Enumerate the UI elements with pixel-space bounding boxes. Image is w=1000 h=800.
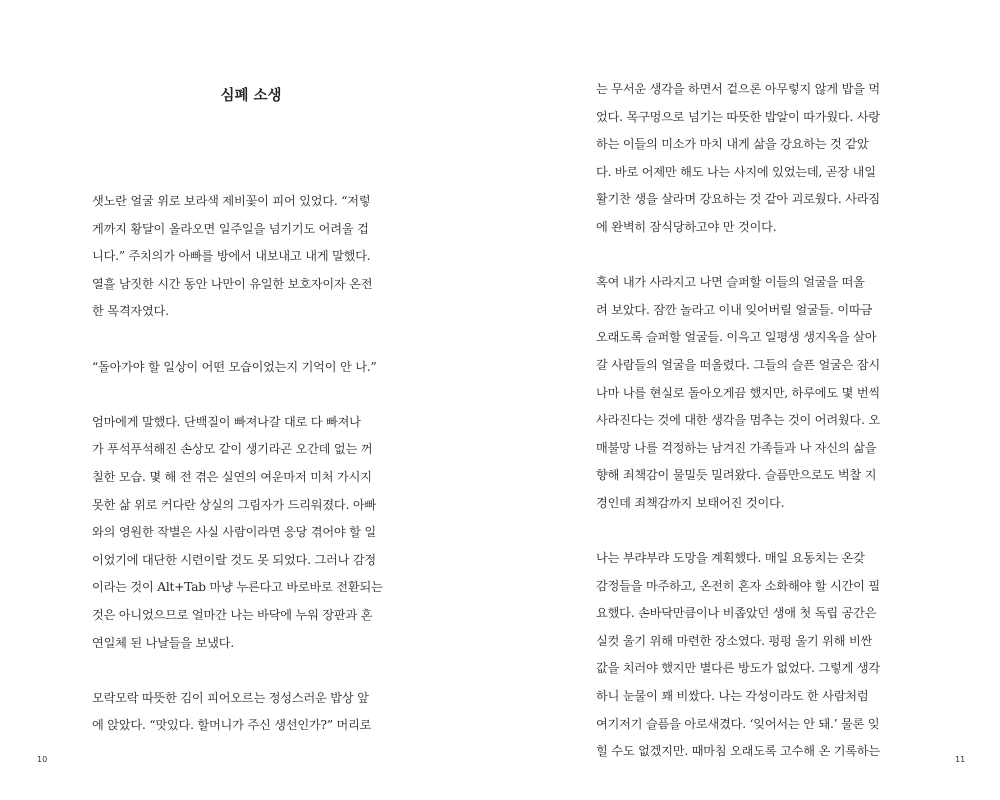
- text-line: 감정들을 마주하고, 온전히 혼자 소화해야 할 시간이 필: [596, 578, 881, 593]
- text-line: 가 푸석푸석해진 손상모 같이 생기라곤 오간데 없는 꺼: [92, 442, 373, 457]
- paragraph: [92, 409, 410, 657]
- paragraph-gap: [596, 518, 920, 546]
- text-line: 요했다. 손바닥만큼이나 비좁았던 생애 첫 독립 공간은: [596, 606, 877, 621]
- text-line: 사라진다는 것에 대한 생각을 멈추는 것이 어려웠다. 오: [596, 413, 881, 428]
- text-line: 연일체 된 나날들을 보냈다.: [92, 635, 235, 650]
- text-line: 것은 아니었으므로 얼마간 나는 바닥에 누워 장판과 혼: [92, 607, 373, 622]
- text-line: 못한 삶 위로 커다란 상실의 그림자가 드리워졌다. 아빠: [92, 497, 377, 512]
- paragraph: [92, 188, 410, 326]
- text-line: 여기저기 슬픔을 아로새겼다. ‘잊어서는 안 돼.’ 물론 잊: [596, 716, 880, 731]
- text-line: 칠한 모습. 몇 해 전 겪은 실연의 여운마저 미처 가시지: [92, 469, 372, 484]
- text-line: 한 목격자였다.: [92, 304, 169, 319]
- text-line: 향해 죄책감이 물밀듯 밀려왔다. 슬픔만으로도 벅찰 지: [596, 468, 877, 483]
- paragraph: [596, 545, 920, 766]
- paragraph: [92, 354, 410, 382]
- paragraph: [92, 685, 410, 740]
- text-line: 값을 치러야 했지만 별다른 방도가 없었다. 그렇게 생각: [596, 661, 881, 676]
- text-line: 엄마에게 말했다. 단백질이 빠져나갈 대로 다 빠져나: [92, 414, 361, 429]
- paragraph: [596, 269, 920, 517]
- text-line: 샛노란 얼굴 위로 보라색 제비꽃이 피어 있었다. “저렇: [92, 194, 371, 208]
- text-line: 경인데 죄책감까지 보태어진 것이다.: [596, 495, 785, 510]
- text-line: 려 보았다. 잠깐 놀라고 이내 잊어버릴 얼굴들. 이따금: [596, 302, 873, 317]
- right-page: [500, 0, 1000, 800]
- text-line: 모락모락 따뜻한 김이 피어오르는 정성스러운 밥상 앞: [92, 690, 369, 705]
- text-line: 혹여 내가 사라지고 나면 슬퍼할 이들의 얼굴을 떠올: [596, 275, 865, 290]
- text-line: 니다.” 주치의가 아빠를 방에서 내보내고 내게 말했다.: [92, 249, 371, 264]
- paragraph: [596, 76, 920, 242]
- text-line: 활기찬 생을 살라며 강요하는 것 같아 괴로웠다. 사라짐: [596, 192, 881, 207]
- text-line: 에 완벽히 잠식당하고야 만 것이다.: [596, 219, 777, 234]
- text-line: 이라는 것이 Alt+Tab 마냥 누른다고 바로바로 전환되는: [92, 580, 383, 595]
- text-line: “돌아가야 할 일상이 어떤 모습이었는지 기억이 안 나.”: [92, 359, 377, 374]
- text-line: 오래도록 슬퍼할 얼굴들. 이윽고 일평생 생지옥을 살아: [596, 330, 877, 345]
- text-line: 나마 나를 현실로 돌아오게끔 했지만, 하루에도 몇 번씩: [596, 385, 881, 400]
- text-line: 와의 영원한 작별은 사실 사람이라면 응당 겪어야 할 일: [92, 525, 377, 540]
- text-line: 힐 수도 없겠지만. 때마침 오래도록 고수해 온 기록하는: [596, 744, 881, 759]
- text-line: 하니 눈물이 꽤 비쌌다. 나는 각성이라도 한 사람처럼: [596, 689, 869, 704]
- text-line: 하는 이들의 미소가 마치 내게 삶을 강요하는 것 같았: [596, 137, 869, 152]
- page-number: 11: [955, 755, 966, 764]
- paragraph-gap: [596, 242, 920, 270]
- paragraph-gap: [92, 381, 410, 409]
- text-line: 실컷 울기 위해 마련한 장소였다. 펑펑 울기 위해 비싼: [596, 633, 873, 648]
- text-line: 는 무서운 생각을 하면서 겉으론 아무렇지 않게 밥을 먹: [596, 82, 881, 96]
- text-line: 에 앉았다. “맛있다. 할머니가 주신 생선인가?” 머리로: [92, 718, 372, 733]
- page-number: 10: [37, 755, 48, 764]
- chapter-title: 심폐 소생: [220, 88, 282, 104]
- text-line: 나는 부랴부랴 도망을 계획했다. 매일 요동치는 온갖: [596, 551, 865, 566]
- paragraph-gap: [92, 326, 410, 354]
- text-line: 열흘 남짓한 시간 동안 나만이 유일한 보호자이자 온전: [92, 276, 373, 291]
- text-line: 었다. 목구멍으로 넘기는 따뜻한 밥알이 따가웠다. 사랑: [596, 109, 881, 124]
- paragraph-gap: [92, 657, 410, 685]
- text-line: 갈 사람들의 얼굴을 떠올렸다. 그들의 슬픈 얼굴은 잠시: [596, 357, 881, 372]
- text-line: 이었기에 대단한 시련이랄 것도 못 되었다. 그러나 감정: [92, 552, 377, 567]
- left-body-text: [92, 188, 410, 740]
- text-line: 게까지 황달이 올라오면 일주일을 넘기기도 어려울 겁: [92, 221, 369, 236]
- text-line: 매불망 나를 걱정하는 남겨진 가족들과 나 자신의 삶을: [596, 440, 877, 455]
- right-body-text: [596, 76, 920, 766]
- text-line: 다. 바로 어제만 해도 나는 사지에 있었는데, 곧장 내일: [596, 164, 876, 179]
